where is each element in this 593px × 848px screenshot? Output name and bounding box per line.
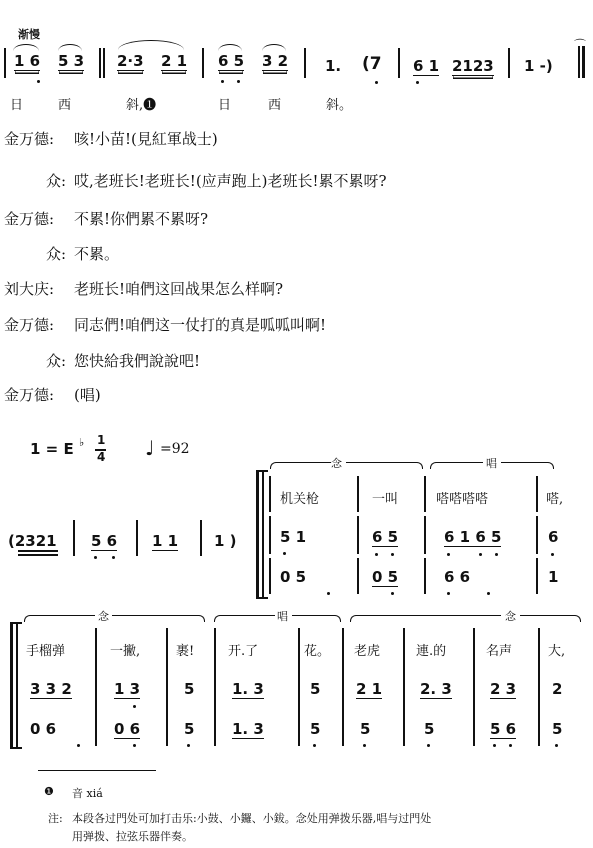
note-group: 1 6: [14, 52, 41, 70]
tempo-mark: 渐慢: [18, 28, 40, 41]
note-group: 3 2: [262, 52, 289, 70]
note-label: 注:: [48, 812, 63, 825]
barline: [342, 628, 344, 746]
lyric: 連.的: [416, 644, 447, 659]
low-octave-dot: [427, 744, 430, 747]
section-line: [214, 615, 275, 622]
low-octave-dot: [391, 553, 394, 556]
note-group: 6 6: [444, 568, 471, 586]
lyric: 花。: [304, 644, 331, 659]
dialogue-line: 不累!你們累不累呀?: [74, 210, 209, 228]
note-group: 3 3 2: [30, 680, 72, 698]
speaker: 金万德:: [4, 386, 55, 404]
lyric: 名声: [486, 644, 513, 659]
note-group: 2 1: [356, 680, 383, 698]
dialogue-line: (唱): [74, 386, 101, 404]
note-group: 5: [552, 720, 563, 738]
intro-notes: 5 6: [91, 532, 118, 550]
note-group: 2 3: [490, 680, 517, 698]
barline: [538, 628, 540, 746]
barline: [269, 476, 271, 512]
barline: [424, 558, 426, 594]
barline: [214, 628, 216, 746]
note-group: 1. 3: [232, 680, 264, 698]
bracket-hook: [10, 622, 22, 624]
note: 1 -): [524, 57, 553, 75]
note-group: 0 6: [114, 720, 141, 738]
barline: [424, 516, 426, 554]
speaker: 金万德:: [4, 316, 55, 334]
note-group: 0 5: [372, 568, 399, 586]
key-label: 1 = E: [30, 440, 74, 458]
barline: [99, 48, 101, 78]
barline: [357, 516, 359, 554]
footnote-text: 音 xiá: [72, 787, 103, 800]
lyric: 老虎: [354, 644, 381, 659]
barline: [536, 476, 538, 512]
barline: [200, 520, 202, 556]
slur: [218, 44, 242, 51]
note-group: 1. 3: [232, 720, 264, 738]
barline: [298, 628, 300, 746]
low-octave-dot: [94, 556, 97, 559]
lyric: 嗒嗒嗒嗒: [436, 492, 489, 507]
low-octave-dot: [112, 556, 115, 559]
barline: [166, 628, 168, 746]
barline: [304, 48, 306, 78]
low-octave-dot: [447, 592, 450, 595]
note-group: 1 3: [114, 680, 141, 698]
note: (7: [362, 54, 382, 74]
low-octave-dot: [37, 80, 40, 83]
barline: [508, 48, 510, 78]
system-bracket: [256, 470, 259, 598]
lyric: 开.了: [228, 644, 259, 659]
speaker: 众:: [46, 172, 67, 190]
lyric: 一叫: [372, 492, 399, 507]
footnote-divider: [38, 770, 156, 771]
barline: [424, 476, 426, 512]
section-label-chang: 唱: [277, 610, 288, 623]
note-group: 5: [310, 680, 321, 698]
bracket-hook: [256, 470, 268, 472]
system-bracket: [262, 470, 264, 598]
low-octave-dot: [187, 744, 190, 747]
note-group: 5: [360, 720, 371, 738]
section-line: [520, 615, 581, 622]
section-line: [270, 462, 331, 469]
note-group: 6 1 6 5: [444, 528, 502, 546]
note-group: 2: [552, 680, 563, 698]
meter-top: 1: [97, 433, 106, 447]
note-group: 5 1: [280, 528, 307, 546]
low-octave-dot: [363, 744, 366, 747]
speaker: 金万德:: [4, 210, 55, 228]
note-text: 用弹拨、拉弦乐器伴奏。: [72, 830, 193, 843]
low-octave-dot: [447, 553, 450, 556]
intro-notes: 1 1: [152, 532, 179, 550]
section-label-nian: 念: [331, 457, 342, 470]
lyric: 嗒,: [546, 492, 564, 507]
barline: [4, 48, 6, 78]
low-octave-dot: [416, 81, 419, 84]
low-octave-dot: [327, 592, 330, 595]
section-line: [24, 615, 95, 622]
low-octave-dot: [283, 552, 286, 555]
low-octave-dot: [133, 705, 136, 708]
lyric: 日: [218, 98, 232, 113]
low-octave-dot: [133, 744, 136, 747]
low-octave-dot: [551, 553, 554, 556]
note-group: 1: [548, 568, 559, 586]
low-octave-dot: [509, 744, 512, 747]
bracket-hook: [256, 597, 268, 599]
section-line: [292, 615, 341, 622]
low-octave-dot: [221, 80, 224, 83]
section-label-chang: 唱: [486, 457, 497, 470]
footnote-mark: ❶: [44, 785, 54, 798]
note-group: 5: [184, 680, 195, 698]
note-group: 5 6: [490, 720, 517, 738]
meter-bottom: 4: [97, 450, 106, 464]
lyric: 斜。: [326, 98, 353, 113]
note-group: 2123: [452, 57, 494, 75]
note-group: 0 5: [280, 568, 307, 586]
barline: [536, 558, 538, 594]
speaker: 刘大庆:: [4, 280, 55, 298]
low-octave-dot: [495, 553, 498, 556]
speaker: 众:: [46, 245, 67, 263]
lyric: 西: [268, 98, 282, 113]
barline: [95, 628, 97, 746]
low-octave-dot: [479, 553, 482, 556]
note-group: 2. 3: [420, 680, 452, 698]
barline: [357, 476, 359, 512]
dialogue-line: 咳!小苗!(見紅軍战士): [74, 130, 218, 148]
note-group: 6 5: [372, 528, 399, 546]
underline: [18, 554, 58, 556]
lyric: 手榴弹: [26, 644, 66, 659]
low-octave-dot: [77, 744, 80, 747]
note-group: 2 1: [161, 52, 188, 70]
barline: [269, 558, 271, 594]
lyric: 西: [58, 98, 72, 113]
barline: [103, 48, 105, 78]
section-line: [501, 462, 554, 469]
slur: [262, 44, 286, 51]
lyric: 机关枪: [280, 492, 320, 507]
section-label-nian: 念: [505, 610, 516, 623]
note-group: 6 5: [218, 52, 245, 70]
slur: [13, 44, 39, 51]
barline: [269, 516, 271, 554]
barline: [536, 516, 538, 554]
low-octave-dot: [375, 553, 378, 556]
low-octave-dot: [391, 592, 394, 595]
lyric: 裹!: [176, 644, 195, 659]
bracket-hook: [10, 747, 22, 749]
dialogue-line: 同志們!咱們这一仗打的真是呱呱叫啊!: [74, 316, 327, 334]
tempo-value: =92: [160, 441, 190, 457]
speaker: 金万德:: [4, 130, 55, 148]
flat-icon: ♭: [79, 436, 85, 449]
section-line: [430, 462, 483, 469]
lyric: 斜,❶: [126, 98, 157, 113]
dialogue-line: 您快給我們說說吧!: [74, 352, 201, 370]
barline: [202, 48, 204, 78]
section-line: [112, 615, 205, 622]
system-bracket: [10, 622, 13, 748]
low-octave-dot: [375, 81, 378, 84]
note-group: 5: [310, 720, 321, 738]
note-text: 本段各过門处可加打击乐:小鼓、小鑼、小鈸。念处用弹拨乐器,唱与过門处: [72, 812, 432, 825]
dialogue-line: 哎,老班长!老班长!(应声跑上)老班长!累不累呀?: [74, 172, 387, 190]
barline: [73, 520, 75, 556]
intro-notes: 1 ): [214, 532, 237, 550]
barline: [403, 628, 405, 746]
lyric: 日: [10, 98, 24, 113]
slur: [118, 40, 184, 50]
low-octave-dot: [493, 744, 496, 747]
section-line: [350, 615, 501, 622]
note-group: 2·3: [117, 52, 144, 70]
quarter-note-icon: ♩: [145, 436, 155, 460]
note-group: 6: [548, 528, 559, 546]
barline: [136, 520, 138, 556]
barline: [398, 48, 400, 78]
lyric: 大,: [548, 644, 566, 659]
lyric: 一撇,: [110, 644, 141, 659]
note-group: 5 3: [58, 52, 85, 70]
barline: [357, 558, 359, 594]
slur: [58, 44, 82, 51]
underline: [18, 550, 58, 552]
fermata-icon: ⌒: [574, 38, 587, 52]
note: 1.: [325, 57, 342, 75]
section-label-nian: 念: [98, 610, 109, 623]
low-octave-dot: [313, 744, 316, 747]
section-line: [346, 462, 423, 469]
note-group: 6 1: [413, 57, 440, 75]
barline: [473, 628, 475, 746]
note-group: 0 6: [30, 720, 57, 738]
speaker: 众:: [46, 352, 67, 370]
system-bracket: [16, 622, 18, 748]
dialogue-line: 不累。: [74, 245, 120, 263]
low-octave-dot: [237, 80, 240, 83]
low-octave-dot: [487, 592, 490, 595]
intro-notes: (2321: [8, 532, 57, 550]
note-group: 5: [184, 720, 195, 738]
note-group: 5: [424, 720, 435, 738]
low-octave-dot: [555, 744, 558, 747]
dialogue-line: 老班长!咱們这回战果怎么样啊?: [74, 280, 284, 298]
